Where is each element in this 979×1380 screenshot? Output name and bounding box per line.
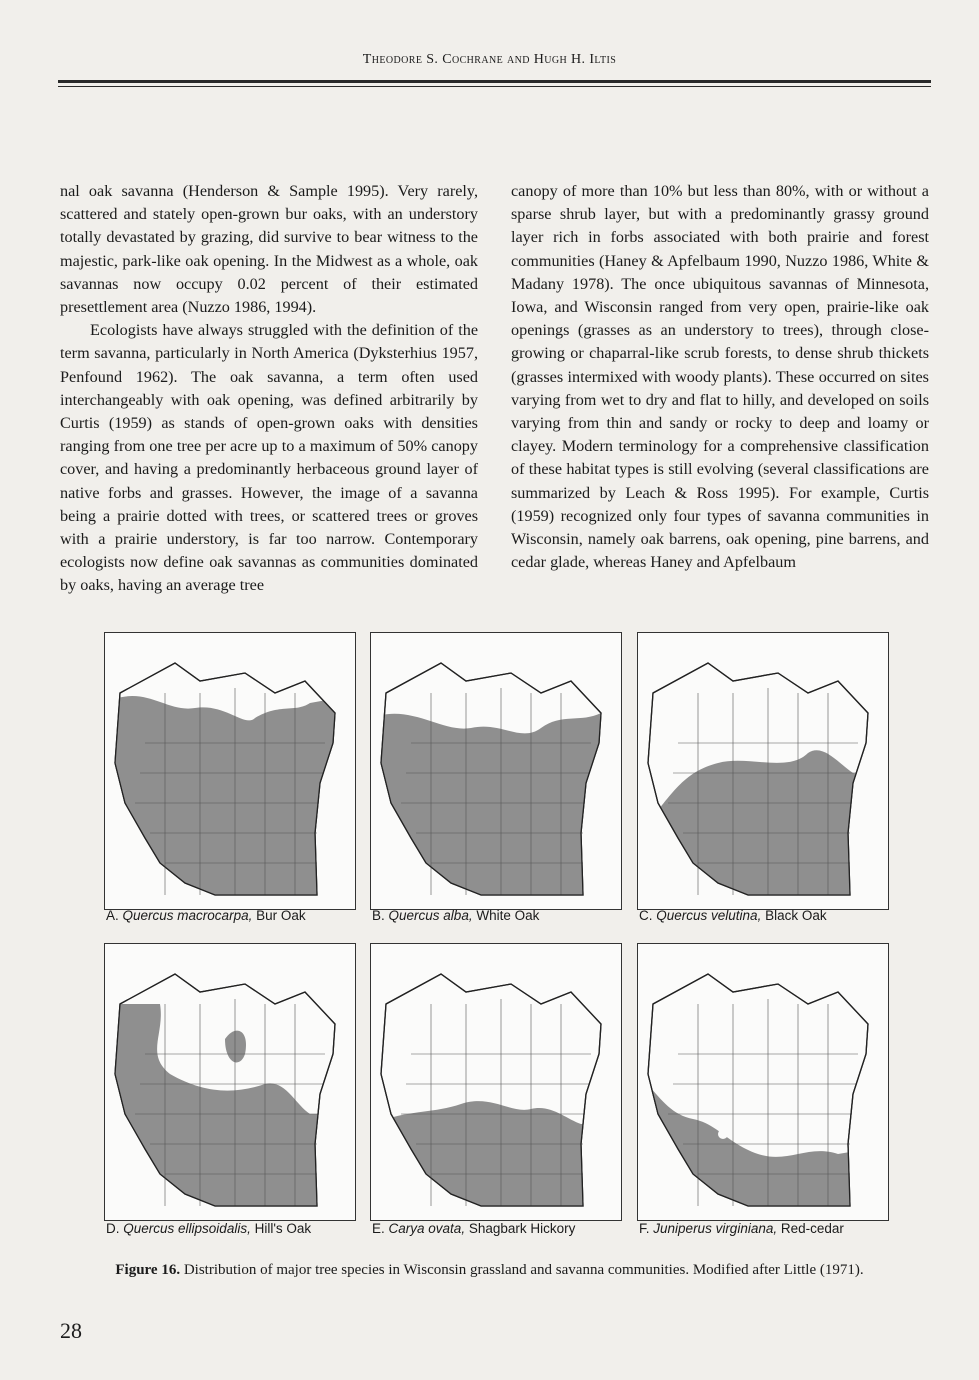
map-black-oak (637, 632, 889, 910)
header-rule (58, 80, 931, 83)
figure-caption (0, 1262, 979, 1279)
map-shagbark-hickory (370, 943, 622, 1221)
right-column (511, 180, 929, 574)
map-bur-oak (104, 632, 356, 910)
map-caption-e: E. Carya ovata, Shagbark Hickory (372, 1221, 576, 1236)
page-number: 28 (60, 1318, 82, 1343)
map-caption-a: A. Quercus macrocarpa, Bur Oak (106, 908, 306, 923)
figure-caption-text: Distribution of major tree species in Wisconsin grassland and savanna communities. Modified after Little (1971). (183, 1262, 864, 1278)
map-caption-c: C. Quercus velutina, Black Oak (639, 908, 827, 923)
map-caption-b: B. Quercus alba, White Oak (372, 908, 540, 923)
paragraph: Ecologists have always struggled with the definition of the term savanna, particularly in North America (Dyksterhius 1957, Penfound 1962). The oak savanna, a term often used interchangeably with oak opening, was defined arbitrarily by Curtis (1959) as stands of open-grown oaks with densities ranging from one tree per acre up to a maximum of 50% canopy cover, and having a predominantly herbaceous ground layer of native forbs and grasses. However, the image of a savanna being a prairie dotted with trees, or scattered trees or groves with a prairie understory, is far too narrow. Contemporary ecologists now define oak savannas as communities dominated by oaks, having an average tree (60, 321, 478, 595)
running-head: Theodore S. Cochrane and Hugh H. Iltis (362, 52, 617, 67)
map-hills-oak (104, 943, 356, 1221)
paragraph: canopy of more than 10% but less than 80%, with or without a sparse shrub layer, but with a predominantly grassy ground layer rich in forbs associated with both prairie and forest communities (Haney & Apfelbaum 1990, Nuzzo 1986, White & Madany 1978). The once ubiquitous savannas of Minnesota, Iowa, and Wisconsin ranged from very open, prairie-like oak openings (grasses as an understory to trees), through close-growing or chaparral-like scrub forests, to dense shrub thickets (grasses intermixed with woody plants). These occurred on sites varying from wet to dry and flat to hilly, and developed on soils varying from thin and sandy or rocky to deep and loamy or clayey. Modern terminology for a comprehensive classification of these habitat types is still evolving (several classifications are summarized by Leach & Ross 1995). For example, Curtis (1959) recognized only four types of savanna communities in Wisconsin, namely oak barrens, oak opening, pine barrens, and cedar glade, whereas Haney and Apfelbaum (511, 182, 929, 572)
map-white-oak (370, 632, 622, 910)
map-caption-d: D. Quercus ellipsoidalis, Hill's Oak (106, 1221, 312, 1236)
map-red-cedar (637, 943, 889, 1221)
left-column (60, 180, 478, 598)
header-rule-thin (58, 86, 931, 87)
figure-label: Figure 16. (115, 1262, 181, 1278)
paragraph: nal oak savanna (Henderson & Sample 1995). Very rarely, scattered and stately open-grown bur oaks, with an understory totally devastated by grazing, did survive to bear witness to the majestic, park-like oak opening. In the Midwest as a whole, oak savannas now occupy 0.02 percent of their estimated presettlement area (Nuzzo 1986, 1994). (60, 182, 478, 317)
map-caption-f: F. Juniperus virginiana, Red-cedar (639, 1221, 844, 1236)
